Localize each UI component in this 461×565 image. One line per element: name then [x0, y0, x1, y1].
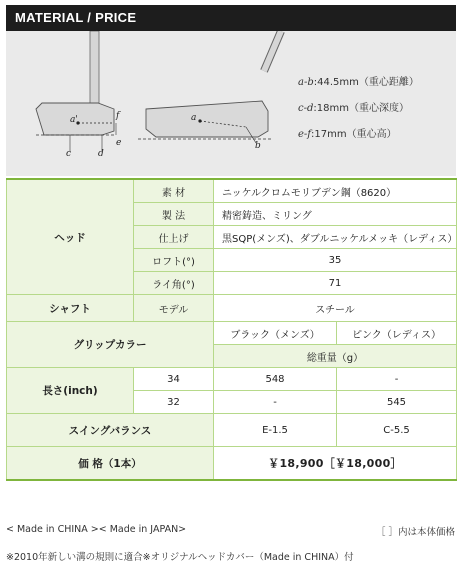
table-row: [7, 414, 457, 447]
grip-ladies: ピンク（レディス）: [337, 322, 457, 345]
label-a: a: [191, 113, 197, 123]
label-e: e: [116, 138, 122, 148]
row-label: 製 法: [134, 203, 214, 226]
row-label: 素 材: [134, 179, 214, 203]
price-note: ［ ］内は本体価格: [375, 527, 455, 538]
legend-key: a-b: [298, 77, 314, 88]
row-value: ニッケルクロムモリブデン鋼（8620）: [214, 179, 457, 203]
legend-ab: [298, 73, 419, 88]
swing-mens: E-1.5: [214, 414, 337, 447]
row-value: 精密鋳造、ミリング: [214, 203, 457, 226]
group-head: ヘッド: [7, 179, 134, 295]
row-label: モデル: [134, 295, 214, 322]
putter-diagram: [6, 31, 456, 176]
group-price: 価 格（1本）: [7, 447, 214, 481]
group-grip: グリップカラー: [7, 322, 214, 368]
legend-key: c-d: [298, 103, 314, 114]
row-value: 35: [214, 249, 457, 272]
legend-ef: [298, 125, 397, 140]
swing-ladies: C-5.5: [337, 414, 457, 447]
legend-value: :18mm（重心深度）: [313, 103, 409, 114]
label-d: d: [98, 149, 104, 159]
length-ladies: -: [337, 368, 457, 391]
groove-note: ※2010年新しい溝の規則に適合※オリジナルヘッドカバー（Made in CHINA）付: [6, 552, 354, 563]
length-size: 34: [134, 368, 214, 391]
legend-key: e-f: [298, 129, 311, 140]
group-length: 長さ(inch): [7, 368, 134, 414]
made-in-note: < Made in CHINA >< Made in JAPAN>: [6, 524, 187, 535]
length-size: 32: [134, 391, 214, 414]
length-mens: -: [214, 391, 337, 414]
spec-table: [6, 178, 457, 481]
label-a-prime: a': [70, 115, 78, 125]
table-row: [7, 322, 457, 345]
length-ladies: 545: [337, 391, 457, 414]
section-header: MATERIAL / PRICE: [6, 5, 456, 31]
row-value: スチール: [214, 295, 457, 322]
legend-cd: [298, 99, 409, 114]
length-mens: 548: [214, 368, 337, 391]
group-swing: スイングバランス: [7, 414, 214, 447]
table-row: [7, 295, 457, 322]
table-row: [7, 368, 457, 391]
label-f: f: [116, 111, 120, 121]
row-label: 仕上げ: [134, 226, 214, 249]
row-label: ロフト(°): [134, 249, 214, 272]
label-c: c: [66, 149, 72, 159]
table-row: [7, 179, 457, 203]
legend-value: :44.5mm（重心距離）: [313, 77, 419, 88]
label-b: b: [255, 141, 261, 151]
legend-value: :17mm（重心高）: [311, 129, 397, 140]
row-label: ライ角(°): [134, 272, 214, 295]
price-value: ￥18,900［￥18,000］: [214, 447, 457, 481]
row-value: 71: [214, 272, 457, 295]
grip-mens: ブラック（メンズ）: [214, 322, 337, 345]
table-row: [7, 447, 457, 481]
group-shaft: シャフト: [7, 295, 134, 322]
weight-label: 総重量（g）: [214, 345, 457, 368]
row-value: 黒SQP(メンズ)、ダブルニッケルメッキ（レディス）: [214, 226, 457, 249]
